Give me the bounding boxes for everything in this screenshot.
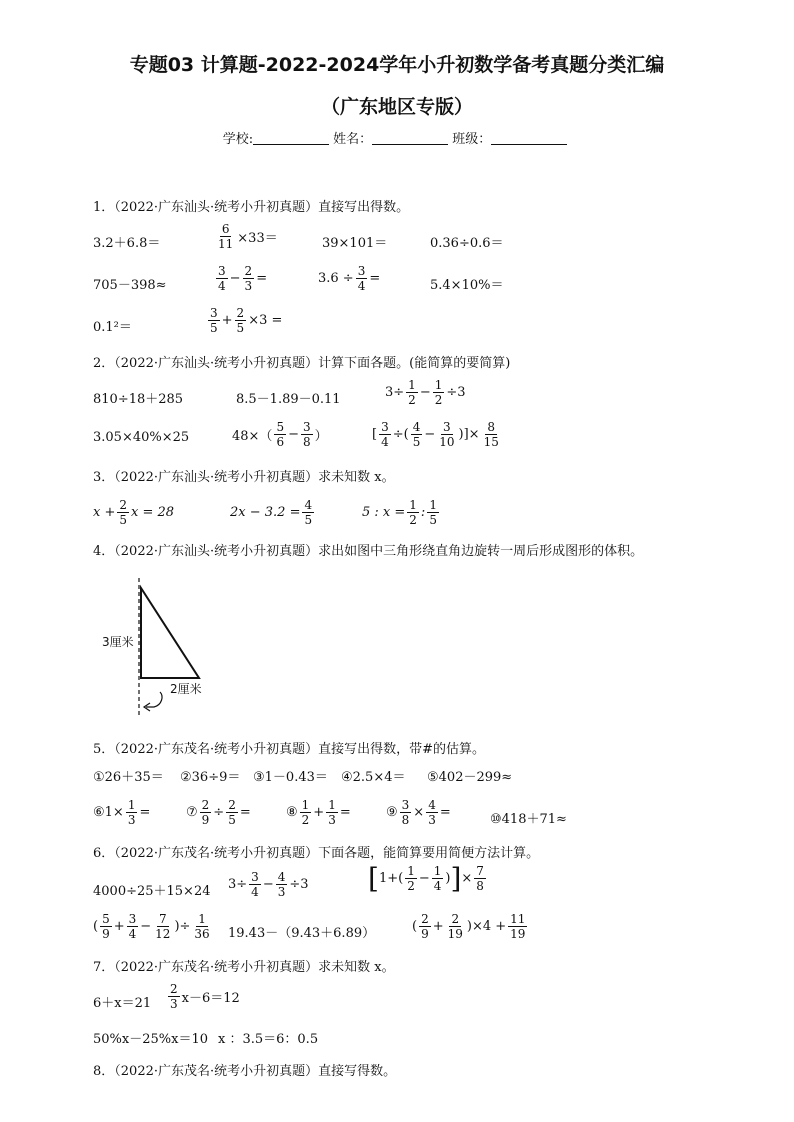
q1-item-h: 5.4×10%＝ (430, 278, 504, 293)
q2-item-a: 810÷18＋285 (93, 392, 184, 407)
fraction: $\frac{5}{9}$ (102, 912, 110, 941)
class-blank[interactable] (491, 131, 567, 145)
fraction: $\frac{1}{3}$ (127, 798, 136, 827)
fraction: $\frac{4}{5}$ (412, 420, 421, 449)
q6-item-e: 19.43－（9.43＋6.89） (228, 926, 376, 941)
q5-item-f: ⑥1× $\frac{1}{3}$ = (93, 798, 151, 827)
fraction: $\frac{7}{12}$ (155, 912, 171, 941)
name-blank[interactable] (372, 131, 448, 145)
q7-item-c: 50%x－25%x＝10 (93, 1032, 208, 1047)
fraction: $\frac{4}{5}$ (304, 498, 313, 527)
question-2-heading: 2．（2022·广东汕头·统考小升初真题）计算下面各题。(能简算的要简算) (93, 356, 511, 371)
q5-item-d: ④2.5×4＝ (341, 770, 406, 785)
question-8-heading: 8．（2022·广东茂名·统考小升初真题）直接写得数。 (93, 1064, 397, 1079)
fraction: $\frac{1}{5}$ (429, 498, 437, 527)
q7-item-b: $\frac{2}{3}$ x－6＝12 (170, 982, 240, 1011)
q2-item-f: [ $\frac{3}{4}$ ÷( $\frac{4}{5}$ − $\frac{3}{10}$ )]× $\frac{8}{15}$ (372, 420, 499, 449)
fraction: $\frac{1}{2}$ (409, 498, 417, 527)
q7-item-a: 6＋x＝21 (93, 996, 152, 1011)
fraction: $\frac{1}{2}$ (407, 864, 415, 893)
fraction: $\frac{1}{2}$ (434, 378, 443, 407)
q5-item-g: ⑦ $\frac{2}{9}$ ÷ $\frac{2}{5}$ = (186, 798, 251, 827)
question-7-heading: 7．（2022·广东茂名·统考小升初真题）求未知数 x。 (93, 960, 395, 975)
school-blank[interactable] (253, 131, 329, 145)
class-label: 班级： (452, 132, 492, 147)
fraction: $\frac{2}{19}$ (447, 912, 463, 941)
fraction: $\frac{2}{5}$ (119, 498, 127, 527)
q5-item-h: ⑧ $\frac{1}{2}$ + $\frac{1}{3}$ = (286, 798, 351, 827)
page-subtitle: （广东地区专版） (320, 96, 473, 118)
triangle-rotation-figure (98, 574, 218, 720)
fraction: $\frac{3}{4}$ (381, 420, 389, 449)
q1-item-d: 0.36÷0.6＝ (430, 236, 504, 251)
q1-item-f: $\frac{3}{4}$ − $\frac{2}{3}$ = (218, 264, 268, 293)
fraction: $\frac{2}{3}$ (170, 982, 178, 1011)
fraction: $\frac{2}{5}$ (228, 798, 236, 827)
q7-item-d: x ：3.5＝6：0.5 (218, 1032, 319, 1047)
q6-item-b: 3÷ $\frac{3}{4}$ − $\frac{4}{3}$ ÷3 (228, 870, 309, 899)
fraction: $\frac{1}{36}$ (194, 912, 210, 941)
school-label: 学校: (222, 132, 254, 147)
fraction: $\frac{3}{4}$ (251, 870, 259, 899)
fraction: $\frac{1}{2}$ (408, 378, 416, 407)
fraction: $\frac{8}{15}$ (483, 420, 499, 449)
q5-item-j: ⑩418＋71≈ (490, 812, 567, 827)
fraction: $\frac{4}{3}$ (428, 798, 436, 827)
fraction: $\frac{3}{5}$ (210, 306, 218, 335)
question-3-heading: 3．（2022·广东汕头·统考小升初真题）求未知数 x。 (93, 470, 395, 485)
fraction: $\frac{4}{3}$ (277, 870, 286, 899)
q3-item-b: 2x − 3.2 = $\frac{4}{5}$ (230, 498, 313, 527)
q5-item-b: ②36÷9＝ (180, 770, 241, 785)
fraction: $\frac{2}{5}$ (236, 306, 245, 335)
q1-item-g: 3.6 ÷ $\frac{3}{4}$ = (318, 264, 381, 293)
question-1-heading: 1．（2022·广东汕头·统考小升初真题）直接写出得数。 (93, 200, 410, 215)
question-6-heading: 6．（2022·广东茂名·统考小升初真题）下面各题，能简算要用简便方法计算。 (93, 846, 540, 861)
q5-item-a: ①26＋35＝ (93, 770, 164, 785)
q2-item-b: 8.5－1.89－0.11 (236, 392, 341, 407)
q2-item-c: 3÷ $\frac{1}{2}$ − $\frac{1}{2}$ ÷3 (385, 378, 466, 407)
fraction: $\frac{2}{3}$ (244, 264, 253, 293)
base-label: 2厘米 (170, 682, 202, 696)
q5-item-c: ③1－0.43＝ (253, 770, 328, 785)
fraction: $\frac{2}{9}$ (201, 798, 210, 827)
q1-item-i: 0.1²＝ (93, 320, 132, 335)
fraction: $\frac{3}{8}$ (401, 798, 410, 827)
q1-item-b: $\frac{6}{11}$ ×33＝ (218, 222, 278, 251)
fraction: $\frac{1}{4}$ (433, 864, 442, 893)
fraction: $\frac{5}{6}$ (276, 420, 285, 449)
fraction: $\frac{3}{4}$ (357, 264, 366, 293)
fraction: $\frac{1}{3}$ (328, 798, 336, 827)
q3-item-c: 5 : x = $\frac{1}{2}$ : $\frac{1}{5}$ (362, 498, 437, 527)
student-info-line (0, 128, 794, 147)
fraction: $\frac{1}{2}$ (301, 798, 310, 827)
q2-item-e: 48×（ $\frac{5}{6}$ − $\frac{3}{8}$ ） (232, 420, 328, 449)
fraction: $\frac{7}{8}$ (476, 864, 484, 893)
fraction: $\frac{3}{8}$ (302, 420, 311, 449)
name-label: 姓名： (333, 132, 373, 147)
q2-item-d: 3.05×40%×25 (93, 430, 190, 445)
q3-item-a: x + $\frac{2}{5}$ x = 28 (93, 498, 175, 527)
fraction: $\frac{11}{19}$ (510, 912, 526, 941)
fraction: $\frac{6}{11}$ (218, 222, 234, 251)
q5-item-i: ⑨ $\frac{3}{8}$ × $\frac{4}{3}$ = (386, 798, 451, 827)
q1-item-e: 705－398≈ (93, 278, 167, 293)
q1-item-a: 3.2＋6.8＝ (93, 236, 161, 251)
question-4-heading: 4．（2022·广东汕头·统考小升初真题）求出如图中三角形绕直角边旋转一周后形成图形的体积。 (93, 544, 644, 559)
q1-item-c: 39×101＝ (322, 236, 388, 251)
q1-item-j: $\frac{3}{5}$ + $\frac{2}{5}$ ×3 = (210, 306, 283, 335)
height-label: 3厘米 (102, 635, 134, 649)
fraction: $\frac{3}{4}$ (218, 264, 226, 293)
q6-item-f: ( $\frac{2}{9}$ + $\frac{2}{19}$ )×4 + $\frac{11}{19}$ (412, 912, 526, 941)
question-5-heading: 5．（2022·广东茂名·统考小升初真题）直接写出得数，带#的估算。 (93, 742, 486, 757)
right-triangle (141, 588, 199, 678)
q6-item-a: 4000÷25＋15×24 (93, 884, 211, 899)
fraction: $\frac{2}{9}$ (421, 912, 429, 941)
q6-item-c: [ 1+( $\frac{1}{2}$ − $\frac{1}{4}$ ) ] × $\frac{7}{8}$ (368, 861, 484, 895)
page-title: 专题03 计算题-2022-2024学年小升初数学备考真题分类汇编 (129, 54, 665, 76)
q5-item-e: ⑤402－299≈ (427, 770, 513, 785)
fraction: $\frac{3}{10}$ (439, 420, 455, 449)
q6-item-d: ( $\frac{5}{9}$ + $\frac{3}{4}$ − $\frac{7}{12}$ )÷ $\frac{1}{36}$ (93, 912, 210, 941)
fraction: $\frac{3}{4}$ (128, 912, 137, 941)
